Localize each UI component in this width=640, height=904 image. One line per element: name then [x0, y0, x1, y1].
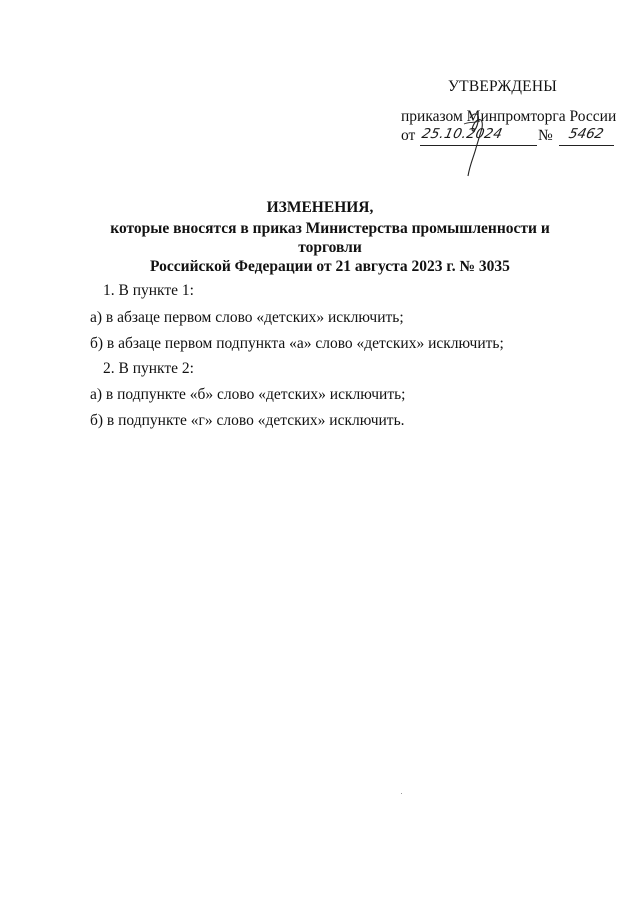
list-item: б) в подпункте «г» слово «детских» исключить. — [90, 412, 405, 429]
list-item: б) в абзаце первом подпункта «а» слово «детских» исключить; — [90, 335, 504, 352]
approval-date-number-line — [401, 127, 621, 147]
document-title: ИЗМЕНЕНИЯ, — [266, 199, 374, 216]
list-item: 2. В пункте 2: — [103, 360, 194, 377]
date-prefix: от — [401, 127, 416, 144]
date-field — [420, 127, 537, 146]
approval-order-line: приказом Минпромторга России — [401, 108, 617, 125]
approval-heading: УТВЕРЖДЕНЫ — [448, 78, 557, 95]
list-item: а) в подпункте «б» слово «детских» исключить; — [90, 386, 406, 403]
handwritten-date: 25.10.2024 — [420, 126, 504, 142]
list-item: 1. В пункте 1: — [103, 282, 194, 299]
subtitle-line: Российской Федерации от 21 августа 2023 г. № 3035 — [150, 258, 510, 275]
number-label: № — [538, 127, 553, 144]
scan-speck — [401, 793, 402, 794]
document-subtitle — [80, 219, 580, 276]
handwritten-number: 5462 — [567, 126, 606, 142]
list-item: а) в абзаце первом слово «детских» исключить; — [90, 309, 404, 326]
subtitle-line: которые вносятся в приказ Министерства промышленности и торговли — [110, 220, 550, 256]
number-field — [559, 127, 614, 146]
